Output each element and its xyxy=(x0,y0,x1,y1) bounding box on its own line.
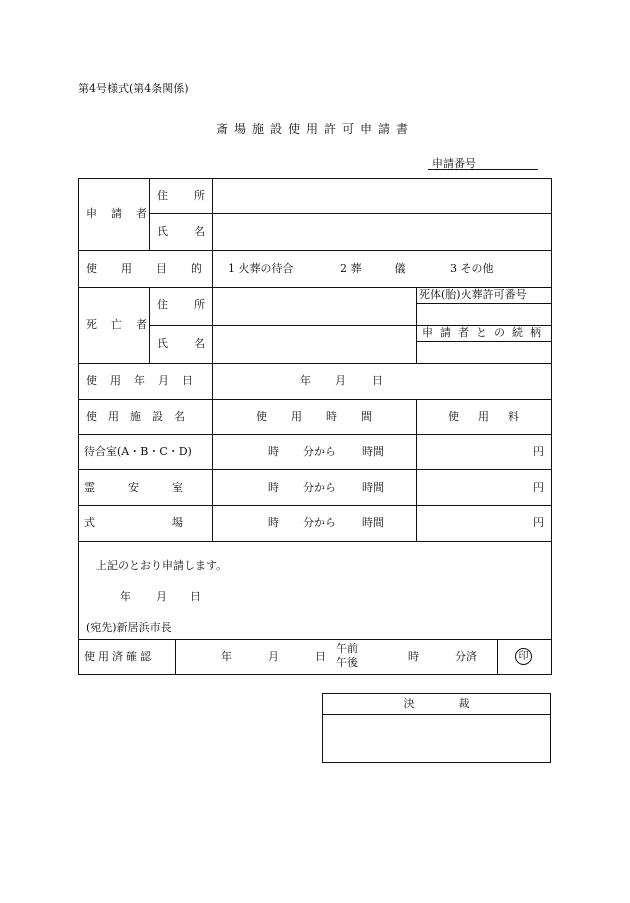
statement-day: 日 xyxy=(190,590,201,603)
applicant-name-label: 氏名 xyxy=(157,225,231,238)
deceased-address-label: 住所 xyxy=(157,298,231,311)
room-yen: 円 xyxy=(533,445,544,458)
confirmation-minute: 分済 xyxy=(455,650,477,663)
approval-stamp-area[interactable] xyxy=(323,715,550,762)
room-yen: 円 xyxy=(533,516,544,529)
permit-number-label: 死体(胎)火葬許可番号 xyxy=(419,288,527,301)
room-hour: 時 xyxy=(268,516,279,529)
permit-number-field[interactable] xyxy=(418,305,550,324)
deceased-label: 死亡者 xyxy=(86,318,161,331)
relation-field[interactable] xyxy=(418,343,550,362)
deceased-name-field[interactable] xyxy=(214,327,415,362)
page-title: 斎場施設使用許可申請書 xyxy=(215,122,414,136)
applicant-label: 申請者 xyxy=(86,207,161,220)
confirmation-pm[interactable]: 午後 xyxy=(336,656,358,669)
deceased-address-field[interactable] xyxy=(214,289,415,324)
application-number-label: 申請番号 xyxy=(432,157,476,170)
room-yen: 円 xyxy=(533,481,544,494)
usage-day: 日 xyxy=(372,374,383,387)
usage-month: 月 xyxy=(335,374,346,387)
room-name: 式 場 xyxy=(84,516,183,529)
approval-box xyxy=(322,693,551,763)
room-name: 霊 安 室 xyxy=(84,481,183,494)
purpose-option-other[interactable]: 3 その他 xyxy=(450,262,494,275)
room-hour: 時 xyxy=(268,445,279,458)
applicant-address-label: 住所 xyxy=(157,189,231,202)
purpose-option-wait[interactable]: 1 火葬の待合 xyxy=(228,262,294,275)
confirmation-day: 日 xyxy=(315,650,326,663)
room-duration: 時間 xyxy=(362,516,384,529)
relation-label: 申請者との続柄 xyxy=(422,326,548,339)
room-hour: 時 xyxy=(268,481,279,494)
applicant-name-field[interactable] xyxy=(214,215,550,249)
purpose-option-funeral[interactable]: 2 葬 儀 xyxy=(340,262,406,275)
room-name: 待合室(A・B・C・D) xyxy=(84,445,192,458)
room-duration: 時間 xyxy=(362,445,384,458)
usage-time-header: 使用時間 xyxy=(256,410,396,423)
application-number-field[interactable] xyxy=(428,155,538,170)
addressee-text: (宛先)新居浜市長 xyxy=(86,621,172,634)
room-minute: 分から xyxy=(303,516,336,529)
applicant-address-field[interactable] xyxy=(214,180,550,212)
confirmation-year: 年 xyxy=(221,650,232,663)
usage-date-label: 使用年月日 xyxy=(86,374,206,387)
usage-year: 年 xyxy=(300,374,311,387)
room-minute: 分から xyxy=(303,481,336,494)
usage-fee-header: 使用料 xyxy=(448,410,538,423)
seal-icon[interactable] xyxy=(515,648,532,665)
statement-text: 上記のとおり申請します。 xyxy=(96,559,228,572)
form-number: 第4号様式(第4条関係) xyxy=(78,82,189,95)
confirmation-month: 月 xyxy=(268,650,279,663)
purpose-label: 使用目的 xyxy=(86,262,226,275)
confirmation-am[interactable]: 午前 xyxy=(336,642,358,655)
room-minute: 分から xyxy=(303,445,336,458)
facility-name-header: 使用施設名 xyxy=(86,410,196,423)
statement-month: 月 xyxy=(156,590,167,603)
seal-label: 印 xyxy=(518,651,529,662)
approval-label: 決 裁 xyxy=(323,694,550,715)
confirmation-label: 使用済確認 xyxy=(84,650,154,663)
statement-year: 年 xyxy=(120,590,131,603)
confirmation-hour: 時 xyxy=(408,650,419,663)
room-duration: 時間 xyxy=(362,481,384,494)
deceased-name-label: 氏名 xyxy=(157,337,231,350)
